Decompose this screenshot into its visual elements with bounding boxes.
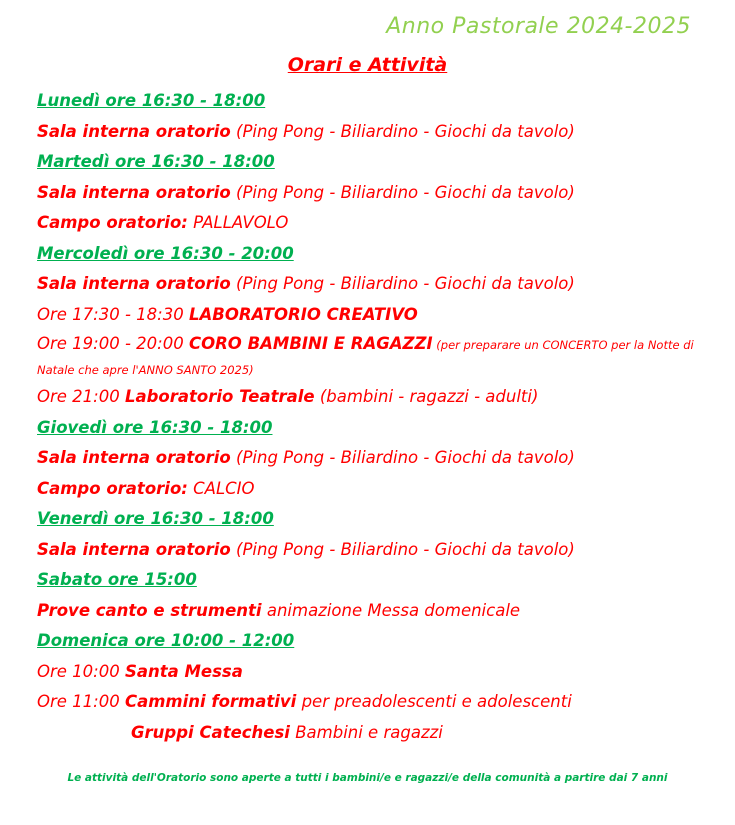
- activity-time: Ore 10:00: [37, 661, 125, 681]
- day-heading: [37, 86, 697, 117]
- activity-detail: Bambini e ragazzi: [289, 722, 443, 742]
- day-heading-text: Martedì ore 16:30 - 18:00: [37, 152, 275, 171]
- activity-line: [37, 657, 697, 688]
- page-title: Orari e Attività: [287, 54, 448, 76]
- day-heading: [37, 239, 697, 270]
- day-heading-text: Lunedì ore 16:30 - 18:00: [37, 91, 266, 110]
- activity-name: Santa Messa: [124, 661, 243, 681]
- activity-name: Sala interna oratorio: [37, 121, 231, 141]
- activity-line: [37, 535, 697, 566]
- activity-line: [37, 208, 697, 239]
- activity-name: Sala interna oratorio: [37, 274, 231, 293]
- activity-name: LABORATORIO CREATIVO: [188, 304, 418, 324]
- activity-name: Sala interna oratorio: [37, 182, 231, 202]
- activity-detail: (Ping Pong - Biliardino - Giochi da tavolo): [230, 539, 575, 559]
- footer-note: Le attività dell'Oratorio sono aperte a tutti i bambini/e e ragazzi/e della comunità a partire dai 7 anni: [67, 772, 668, 784]
- day-heading-text: Mercoledì ore 16:30 - 20:00: [37, 243, 294, 263]
- activity-name: Cammini formativi: [124, 692, 297, 711]
- activity-name: CORO BAMBINI E RAGAZZI: [188, 334, 433, 353]
- activity-name: Gruppi Catechesi: [131, 722, 290, 742]
- day-heading: [37, 626, 697, 657]
- activity-line: [37, 382, 697, 413]
- activity-line: [37, 117, 697, 148]
- activity-detail: CALCIO: [187, 478, 255, 498]
- activity-time: Ore 17:30 - 18:30: [37, 304, 189, 324]
- activity-line: [37, 178, 697, 209]
- activity-name: Campo oratorio:: [37, 478, 188, 498]
- activity-time: Ore 11:00: [37, 692, 125, 711]
- activity-detail: (bambini - ragazzi - adulti): [314, 387, 539, 406]
- activity-name: Sala interna oratorio: [37, 448, 231, 467]
- activity-line: [37, 443, 697, 474]
- activity-detail: (Ping Pong - Biliardino - Giochi da tavolo): [230, 121, 575, 141]
- activity-detail: (Ping Pong - Biliardino - Giochi da tavolo): [230, 274, 575, 293]
- activity-line: [37, 300, 697, 331]
- activity-line: [37, 474, 697, 505]
- activity-line: [37, 332, 697, 382]
- day-heading-text: Giovedì ore 16:30 - 18:00: [37, 417, 273, 437]
- activity-time: Ore 21:00: [37, 387, 125, 406]
- activity-time: Ore 19:00 - 20:00: [37, 334, 189, 353]
- activity-line: [37, 269, 697, 300]
- pastoral-year-header: Anno Pastorale 2024-2025: [386, 14, 691, 39]
- activity-detail: PALLAVOLO: [187, 213, 289, 232]
- day-heading-text: Domenica ore 10:00 - 12:00: [37, 631, 295, 650]
- day-heading: [37, 504, 697, 535]
- activity-detail: (Ping Pong - Biliardino - Giochi da tavolo): [230, 448, 575, 467]
- activity-note: (per preparare un CONCERTO per la Notte di Natale che apre l'ANNO SANTO 2025): [37, 338, 694, 377]
- activity-detail: per preadolescenti e adolescenti: [296, 692, 572, 711]
- day-heading: [37, 565, 697, 596]
- day-heading-text: Venerdì ore 16:30 - 18:00: [37, 509, 274, 528]
- activity-name: Prove canto e strumenti: [37, 600, 262, 620]
- activity-name: Laboratorio Teatrale: [124, 387, 315, 406]
- day-heading: [37, 413, 697, 444]
- activity-name: Campo oratorio:: [37, 213, 188, 232]
- day-heading: [37, 147, 697, 178]
- activity-line: [37, 596, 697, 627]
- activity-line: [37, 687, 697, 718]
- activity-detail: animazione Messa domenicale: [261, 600, 521, 620]
- schedule-list: [37, 86, 697, 748]
- activity-line: [37, 718, 697, 749]
- activity-detail: (Ping Pong - Biliardino - Giochi da tavolo): [230, 182, 575, 202]
- day-heading-text: Sabato ore 15:00: [37, 570, 197, 589]
- activity-name: Sala interna oratorio: [37, 539, 231, 559]
